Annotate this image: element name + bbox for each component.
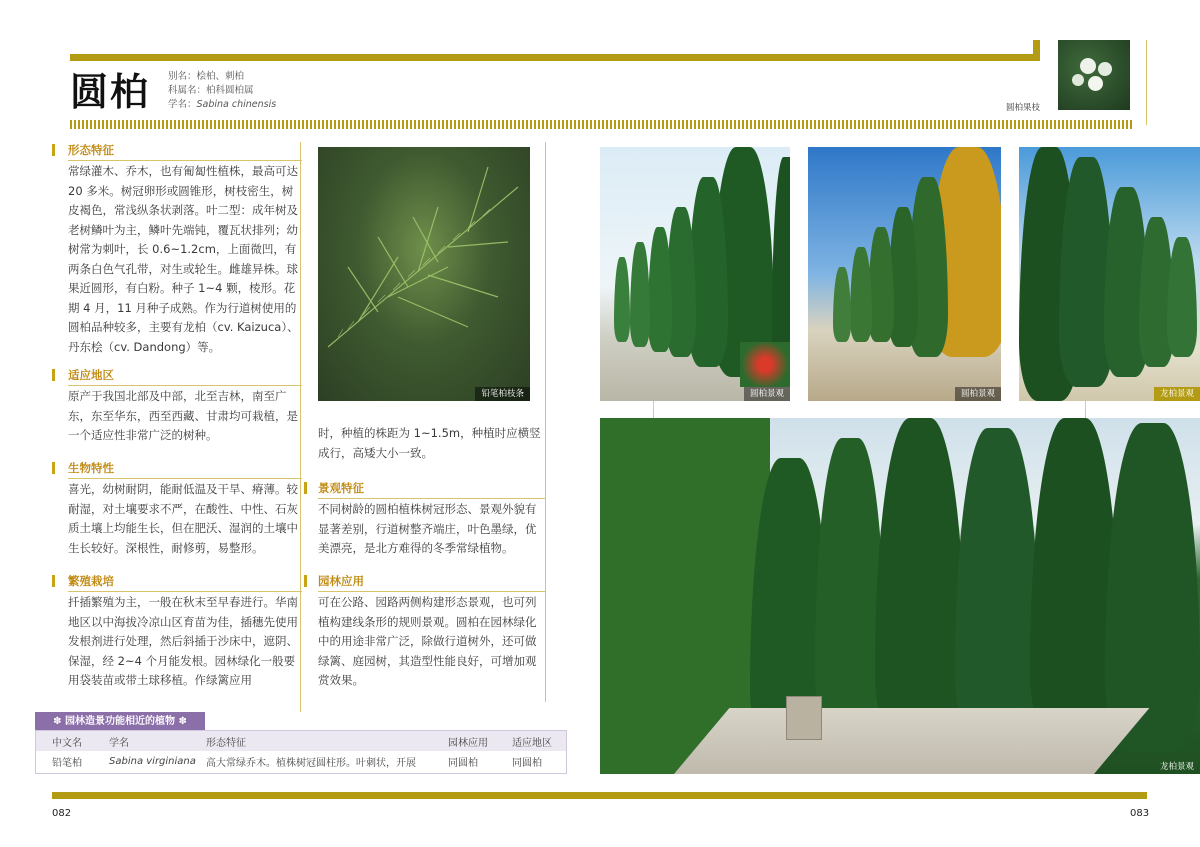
fruit-thumbnail: [1058, 40, 1130, 110]
scientific-name-line: [168, 98, 276, 112]
section-marker: [304, 575, 307, 587]
section-title: 园林应用: [318, 574, 364, 588]
thumb-caption: 圆柏果枝: [1006, 103, 1041, 113]
table-cell: 铅笔柏: [52, 757, 82, 769]
section-garden: [304, 573, 546, 691]
section-marker: [52, 575, 55, 587]
table-header: 学名: [109, 737, 129, 749]
table-cell: 高大常绿乔木。植株树冠圆柱形。叶刺状，开展: [206, 757, 416, 769]
column-left: [52, 142, 302, 357]
column-middle-3: [304, 480, 546, 559]
flower-bed: [740, 342, 790, 387]
fruit-cone: [1088, 76, 1103, 91]
related-table-box: [35, 730, 567, 774]
photo-caption: 龙柏景观: [1154, 387, 1200, 401]
section-title: 景观特征: [318, 481, 364, 495]
tree: [630, 242, 650, 347]
tree: [614, 257, 630, 342]
table-cell: Sabina virginiana: [109, 755, 196, 767]
footer-bar: [52, 792, 1147, 799]
stone-pavilion: [786, 696, 822, 740]
table-header-row: [36, 731, 566, 751]
section-morphology: [52, 142, 302, 357]
section-title: 繁殖栽培: [68, 574, 114, 588]
table-header: 形态特征: [206, 737, 246, 749]
connector-line: [653, 401, 654, 418]
table-row: [36, 751, 566, 771]
alias: 别名：桧柏、刺柏: [168, 71, 245, 82]
page-number-left: 082: [52, 808, 72, 819]
column-left-4: [52, 573, 302, 691]
scientific-name: Sabina chinensis: [196, 99, 277, 110]
related-tag: ✽ 园林造景功能相近的植物 ✽: [35, 712, 205, 731]
table-cell: 同圆柏: [512, 757, 542, 769]
section-title: 形态特征: [68, 143, 114, 157]
page-number-right: 083: [1130, 808, 1150, 819]
section-rule: [68, 478, 302, 479]
photo-caption: 龙柏景观: [1159, 762, 1194, 772]
scientific-label: 学名：: [168, 99, 197, 110]
header-rule-right: [1146, 40, 1147, 125]
section-title: 生物特性: [68, 461, 114, 475]
branch-photo: [318, 147, 530, 401]
table-cell: 同圆柏: [448, 757, 478, 769]
section-text: 常绿灌木、乔木，也有匍匐性植株，最高可达 20 多米。树冠卵形或圆锥形，树枝密生，树皮褐色，常浅纵条状剥落。叶二型：成年树及老树鳞叶为主，鳞叶先端钝，覆瓦状排列；幼树常为刺叶，长 0.6~1.2cm，上面微凹，有两条白色气孔带，对生或轮生。雌雄异株。球果近圆形，有白粉。种子 1~4 颗，棱形。花期 4 月，11 月种子成熟。作为行道树使用的圆柏品种较多，主要有龙柏（cv. Kaizuca）、丹东桧（cv. Dandong）等。: [68, 164, 299, 354]
section-rule: [318, 591, 546, 592]
section-propagation: [52, 573, 302, 691]
photo-dragon-juniper: [1019, 147, 1200, 401]
tree: [955, 428, 1040, 748]
column-middle-4: [304, 573, 546, 691]
section-region: [52, 367, 302, 446]
section-text: 可在公路、园路两侧构建形态景观，也可列植构建线条形的规则景观。圆柏在园林绿化中的用途非常广泛，除做行道树外，还可做绿篱、庭园树，其造型性能良好，可增加观赏效果。: [318, 595, 537, 687]
column-middle-2: [318, 424, 546, 463]
tree: [850, 247, 872, 342]
section-text: 原产于我国北部及中部，北至吉林，南至广东，东至华东，西至西藏、甘肃均可栽植，是一个适应性非常广泛的树种。: [68, 389, 298, 442]
page-title: 圆柏: [70, 70, 151, 114]
photo-large-landscape: [600, 418, 1200, 774]
section-marker: [52, 144, 55, 156]
photo-cypress-avenue: [808, 147, 1001, 401]
tree: [833, 267, 851, 342]
path: [671, 708, 1150, 774]
table-header: 中文名: [52, 737, 82, 749]
table-header: 园林应用: [448, 737, 488, 749]
section-rule: [68, 160, 302, 161]
photo-caption: 圆柏景观: [955, 387, 1001, 401]
section-landscape: [304, 480, 546, 559]
tree: [1105, 423, 1200, 753]
fruit-cone: [1098, 62, 1112, 76]
photo-caption: 铅笔柏枝条: [475, 387, 530, 401]
section-text: 扦插繁殖为主，一般在秋末至早春进行。华南地区以中海拔冷凉山区育苗为佳，插穗先使用发根剂进行处理，然后斜插于沙床中，遮阴、保湿，经 2~4 个月能发根。园林绿化一般要用袋装苗或带土球移植。作绿篱应用: [68, 595, 298, 687]
species-info: [168, 70, 276, 112]
tree: [1167, 237, 1197, 357]
connector-line: [1085, 401, 1086, 418]
header-bar: [70, 54, 1040, 61]
header-bar-corner: [1033, 40, 1040, 61]
tree: [875, 418, 965, 748]
photo-cypress-row: [600, 147, 790, 401]
column-left-3: [52, 460, 302, 558]
dashed-rule: [70, 120, 1132, 129]
photo-caption: 圆柏景观: [744, 387, 790, 401]
tree: [815, 438, 885, 738]
section-biology: [52, 460, 302, 558]
branch-drawing: [318, 147, 530, 401]
section-rule: [68, 385, 302, 386]
section-rule: [318, 498, 546, 499]
family: 科属名：柏科圆柏属: [168, 85, 254, 96]
fruit-cone: [1072, 74, 1084, 86]
section-marker: [304, 482, 307, 494]
section-marker: [52, 462, 55, 474]
section-text: 不同树龄的圆柏植株树冠形态、景观外貌有显著差别，行道树整齐端庄，叶色墨绿，优美漂亮，是北方难得的冬季常绿植物。: [318, 502, 537, 555]
section-title: 适应地区: [68, 368, 114, 382]
section-rule: [68, 591, 302, 592]
fruit-cone: [1080, 58, 1096, 74]
related-table: [36, 731, 566, 771]
section-text: 喜光，幼树耐阴，能耐低温及干旱、瘠薄。较耐湿，对土壤要求不严，在酸性、中性、石灰质土壤上均能生长，但在肥沃、湿润的土壤中生长较好。深根性，耐修剪，易整形。: [68, 482, 298, 555]
column-divider: [300, 142, 301, 712]
column-left-2: [52, 367, 302, 446]
continued-text: 时，种植的株距为 1~1.5m，种植时应横竖成行，高矮大小一致。: [318, 426, 541, 460]
section-marker: [52, 369, 55, 381]
table-header: 适应地区: [512, 737, 552, 749]
